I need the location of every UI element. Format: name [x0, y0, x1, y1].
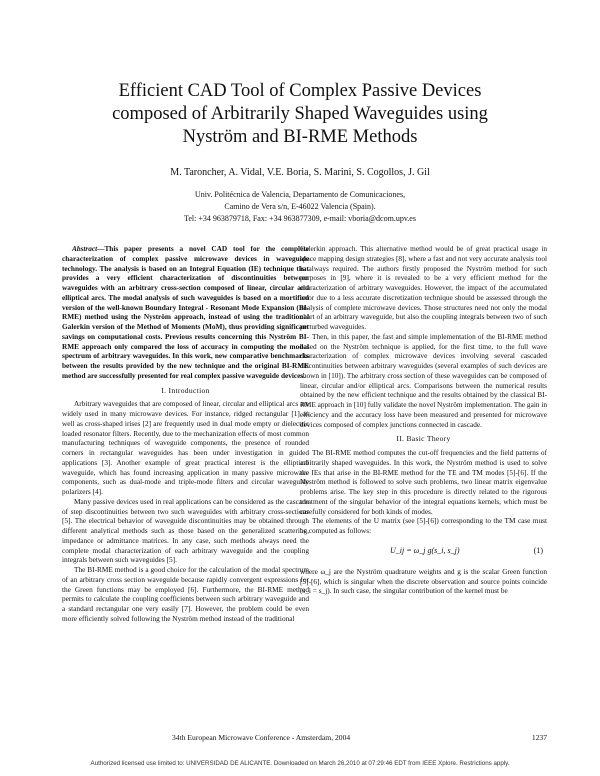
intro-paragraph-4: Galerkin approach. This alternative method would be of great practical usage in space mapping design strategies [8], where a fast and not very accurate analysis tool is always required. The authors firstly proposed the Nyström method for such purposes in [9], where it is revealed to be a very efficient method for the characterization of arbitrary waveguides. However, the impact of the accumulated error due to a less accurate discretization technique should be assessed through the analysis of complete microwave devices. Those structures need not only the modal chart of an arbitrary waveguide, but also the coupling integrals between two of such perturbed waveguides.: [300, 244, 547, 331]
left-column: [62, 244, 309, 624]
abstract-text: —This paper presents a novel CAD tool for the complete characterization of complex passive microwave devices in waveguide technology. The analysis is based on an Integral Equation (IE) technique that provides a very efficient characterization of discontinuities between waveguides with an arbitrary cross-section composed of linear, circular and elliptical arcs. The modal analysis of such waveguides is based on a mortified version of the well-known Boundary Integral - Resonant Mode Expansion (BI-RME) method using the Nyström approach, instead of using the traditional Galerkin version of the Method of Moments (MoM), thus providing significant savings on computational costs. Previous results concerning this Nyström BI-RME approach only compared the loss of accuracy in computing the modal spectrum of arbitrary waveguides. In this work, new comparative benchmarks between the results provided by the new technique and the original BI-RME method are successfully presented for real complex passive waveguide devices.: [62, 244, 309, 380]
affiliation-line-2: Camino de Vera s/n, E-46022 Valencia (Spain).: [224, 202, 376, 211]
intro-paragraph-5: Then, in this paper, the fast and simple implementation of the BI-RME method based on the Nyström technique is applied, for the first time, to the full wave characterization of complex microwave devices involving several cascaded discontinuities between arbitrary waveguides (several examples of such devices are shown in [10]). The arbitrary cross section of these waveguides can be composed of linear, circular and/or elliptical arcs. Comparisons between the numerical results obtained by the new efficient technique and the results obtained by the classical BI-RME approach in [10] fully validate the novel Nyström implementation. The gain in efficiency and the accuracy loss have been measured and presented for microwave devices composed of complex junctions connected in cascade.: [300, 331, 547, 429]
intro-paragraph-3: The BI-RME method is a good choice for the calculation of the modal spectrum of an arbitrary cross section waveguide because rapidly convergent expressions for the Green functions may be employed [6]. Furthermore, the BI-RME method permits to calculate the coupling coefficients between such arbitrary waveguide and a standard rectangular one very easily [7]. However, the problem could be even more efficiently solved following the Nyström method instead of the traditional: [62, 565, 309, 623]
title-line-3: Nyström and BI-RME Methods: [182, 127, 418, 147]
title-line-2: composed of Arbitrarily Shaped Waveguides using: [112, 104, 488, 124]
equation-1: [300, 542, 547, 562]
right-column: [300, 244, 547, 596]
abstract: [62, 244, 309, 381]
abstract-lead: Abstract: [72, 244, 98, 253]
conference-name: 34th European Microwave Conference - Amsterdam, 2004: [172, 733, 351, 742]
affiliation-line-1: Univ. Politécnica de Valencia, Departamento de Comunicaciones,: [194, 190, 406, 199]
equation-expression: U_ij = ω_j g(s_i, s_j): [390, 545, 460, 555]
intro-paragraph-1: Arbitrary waveguides that are composed of linear, circular and elliptical arcs are widely used in many microwave devices. For instance, ridged rectangular [1] as well as cross-shaped irises [2] are frequently used in dual mode empty or dielectric loaded resonator filters. Recently, due to the mechanization effects of most common manufacturing techniques of waveguide components, the presence of rounded corners in rectangular waveguides has been under investigation in guided applications [3]. Another example of great practical interest is the elliptical waveguide, which has found increasing application in many passive microwave components, such as dual-mode and triple-mode filters and circular waveguide polarizers [4].: [62, 399, 309, 496]
theory-paragraph-2: The elements of the U matrix (see [5]-[6]) corresponding to the TM case must be computed as follows:: [300, 516, 547, 535]
section-heading-basic-theory: II. Basic Theory: [396, 434, 451, 444]
paper-title: [40, 80, 560, 149]
theory-paragraph-1: The BI-RME method computes the cut-off frequencies and the field patterns of arbitrarily shaped waveguides. In this work, the Nyström method is used to solve the IEs that arise in the BI-RME method for the TE and TM modes [5]-[6]. If the Nyström method is followed to solve such problems, two linear matrix eigenvalue problems arise. The key step in this procedure is directly related to the rigorous treatment of the singular behavior of the integral equations kernels, which must be carefully considered for both kinds of modes.: [300, 448, 547, 516]
author-list: M. Taroncher, A. Vidal, V.E. Boria, S. Marini, S. Cogollos, J. Gil: [170, 167, 430, 178]
equation-number: (1): [533, 545, 543, 555]
section-heading-introduction: I. Introduction: [161, 385, 210, 395]
affiliation: [90, 189, 510, 225]
intro-paragraph-2: Many passive devices used in real applications can be considered as the cascade of step discontinuities between two such waveguides with arbitrary cross-sections [5]. The electrical behavior of waveguide discontinuities may be obtained through different analytical methods such as those based on the generalized scattering, impedance or admittance matrices. In any case, such methods always need the complete modal characterization of each arbitrary waveguide and the coupling integrals between such waveguides [5].: [62, 496, 309, 565]
page-number: 1237: [531, 733, 547, 742]
affiliation-line-3: Tel: +34 963879718, Fax: +34 963877309, e-mail: vboria@dcom.upv.es: [184, 214, 416, 223]
theory-paragraph-3: where ω_j are the Nyström quadrature weights and g is the scalar Green function [5]-[6], which is singular when the discrete observation and source points coincide (s_i = s_j). In such case, the singular contribution of the kernel must be: [300, 566, 547, 596]
title-line-1: Efficient CAD Tool of Complex Passive Devices: [118, 81, 482, 101]
download-notice: Authorized licensed use limited to: UNIVERSIDAD DE ALICANTE. Downloaded on March 26,2010 at 07:29:46 EDT from IEEE Xplore. Restrictions apply.: [90, 760, 510, 767]
